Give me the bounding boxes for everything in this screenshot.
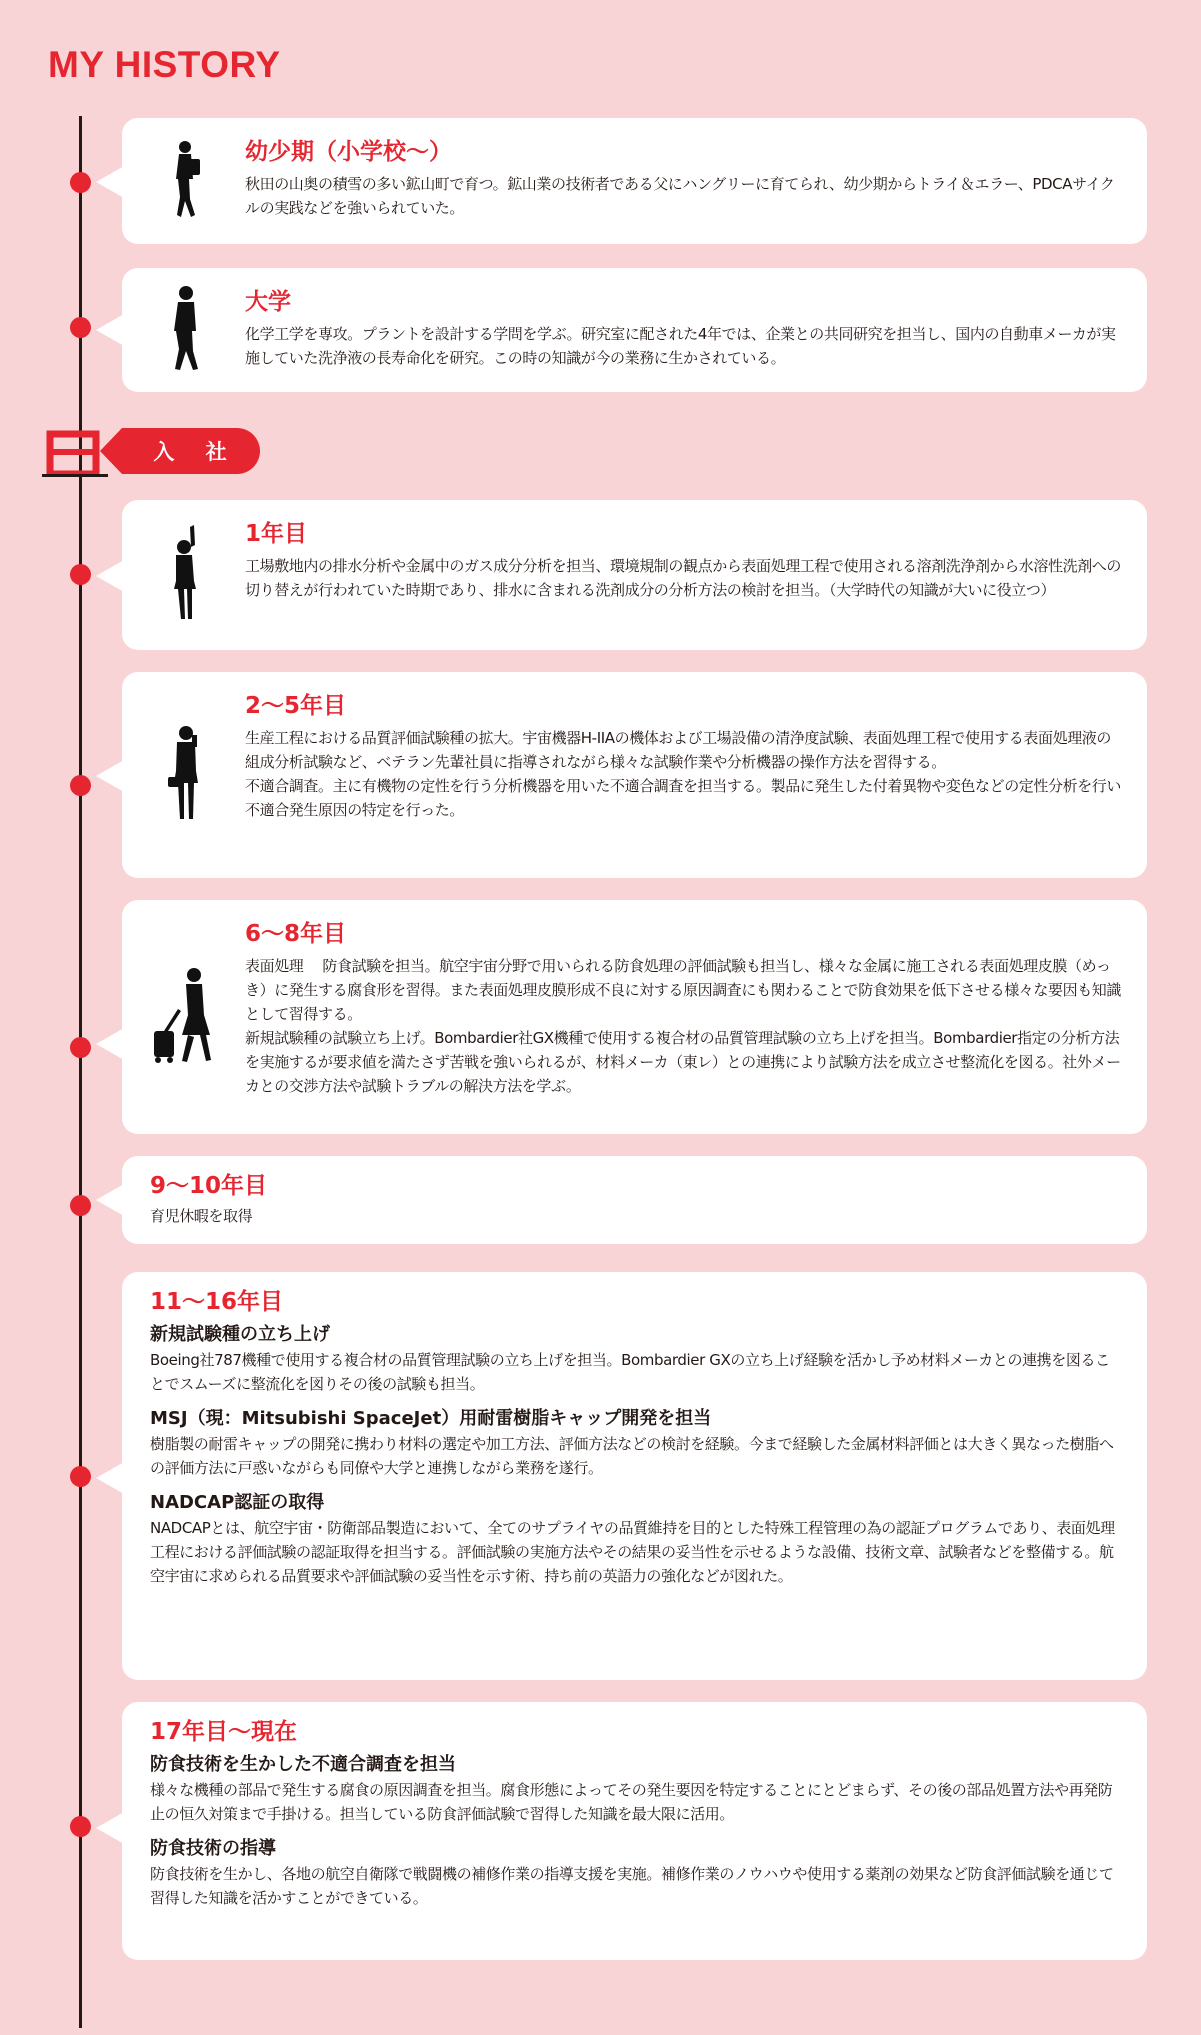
history-card-years-11-16 (122, 1272, 1147, 1680)
timeline-dot (70, 317, 91, 338)
history-card-years-2-5 (122, 672, 1147, 878)
timeline-dot (70, 1195, 91, 1216)
timeline-dot (70, 1466, 91, 1487)
entry-title: 6〜8年目 (245, 921, 347, 947)
timeline-dot (70, 172, 91, 193)
entry-baseline (42, 474, 108, 477)
student-silhouette-icon (162, 285, 208, 375)
entry-text: 化学工学を専攻。プラントを設計する学問を学ぶ。研究室に配された4年では、企業との共同研究を担当し、国内の自動車メーカが実施していた洗浄液の長寿命化を研究。この時の知識が今の業務に生かされている。 (245, 325, 1116, 367)
section-text: 樹脂製の耐雷キャップの開発に携わり材料の選定や加工方法、評価方法などの検討を経験。今まで経験した金属材料評価とは大きく異なった樹脂への評価方法に戸惑いながらも同僚や大学と連携しながら業務を遂行。 (150, 1435, 1114, 1477)
entry-text: 生産工程における品質評価試験種の拡大。宇宙機器H-IIAの機体および工場設備の清浄度試験、表面処理工程で使用する表面処理液の組成分析試験など、ベテラン先輩社員に指導されながら様々な試験作業や分析機器の操作方法を習得する。 不適合調査。主に有機物の定性を行う分析機器を用いた不適合調査を担当する。製品に発生した付着異物や変色などの定性分析を行い不適合発生原因の特定を行った。 (245, 729, 1122, 819)
history-card-childhood (122, 118, 1147, 244)
entry-text: 育児休暇を取得 (150, 1207, 253, 1225)
timeline-dot (70, 1816, 91, 1837)
timeline-dot (70, 564, 91, 585)
section-text: NADCAPとは、航空宇宙・防衛部品製造において、全てのサプライヤの品質維持を目的とした特殊工程管理の為の認証プログラムであり、表面処理工程における評価試験の認証取得を担当する。評価試験の実施方法やその結果の妥当性を示せるような設備、技術文章、試験者などを整備する。航空宇宙に求められる品質要求や評価試験の妥当性を示す術、持ち前の英語力の強化などが図れた。 (150, 1519, 1115, 1585)
entry-title: 9〜10年目 (150, 1173, 268, 1199)
history-card-years-6-8 (122, 900, 1147, 1134)
section-heading: 防食技術の指導 (150, 1838, 276, 1859)
section-heading: MSJ（現：Mitsubishi SpaceJet）用耐雷樹脂キャップ開発を担当 (150, 1408, 712, 1429)
entry-title: 17年目〜現在 (150, 1719, 298, 1745)
entry-title: 大学 (245, 289, 291, 315)
section-heading: 新規試験種の立ち上げ (150, 1324, 330, 1345)
entry-title: 1年目 (245, 521, 308, 547)
entry-title: 2〜5年目 (245, 693, 347, 719)
section-heading: NADCAP認証の取得 (150, 1492, 325, 1513)
section-text: 防食技術を生かし、各地の航空自衛隊で戦闘機の補修作業の指導支援を実施。補修作業のノウハウや使用する薬剤の効果など防食評価試験を通じて習得した知識を活かすことができている。 (150, 1865, 1114, 1907)
timeline-dot (70, 775, 91, 796)
join-company-badge: 入 社 (122, 428, 260, 474)
history-card-year-17-present (122, 1702, 1147, 1960)
history-card-year-1 (122, 500, 1147, 650)
page-title: MY HISTORY (48, 44, 281, 85)
timeline-dot (70, 1037, 91, 1058)
entry-title: 幼少期（小学校〜） (245, 139, 452, 165)
businesswoman-phone-silhouette-icon (162, 723, 208, 827)
section-text: 様々な機種の部品で発生する腐食の原因調査を担当。腐食形態によってその発生要因を特定することにとどまらず、その後の部品処置方法や再発防止の恒久対策まで手掛ける。担当している防食評価試験で習得した知識を最大限に活用。 (150, 1781, 1113, 1823)
section-heading: 防食技術を生かした不適合調査を担当 (150, 1754, 456, 1775)
section-text: Boeing社787機種で使用する複合材の品質管理試験の立ち上げを担当。Bombardier GXの立ち上げ経験を活かし予め材料メーカとの連携を図ることでスムーズに整流化を図りその後の試験も担当。 (150, 1351, 1110, 1393)
timeline-line (79, 116, 82, 2028)
waving-woman-silhouette-icon (162, 523, 208, 627)
history-card-years-9-10 (122, 1156, 1147, 1244)
building-icon (46, 428, 100, 478)
entry-text: 工場敷地内の排水分析や金属中のガス成分分析を担当、環境規制の観点から表面処理工程で使用される溶剤洗浄剤から水溶性洗剤への切り替えが行われていた時期であり、排水に含まれる洗剤成分の分析方法の検討を担当。（大学時代の知識が大いに役立つ） (245, 557, 1122, 599)
traveler-suitcase-silhouette-icon (148, 965, 222, 1069)
entry-text: 秋田の山奥の積雪の多い鉱山町で育つ。鉱山業の技術者である父にハングリーに育てられ、幼少期からトライ＆エラー、PDCAサイクルの実践などを強いられていた。 (245, 175, 1115, 217)
history-card-university (122, 268, 1147, 392)
entry-text: 表面処理 防食試験を担当。航空宇宙分野で用いられる防食処理の評価試験も担当し、様々な金属に施工される表面処理皮膜（めっき）に発生する腐食形を習得。また表面処理皮膜形成不良に対する原因調査にも関わることで防食効果を低下させる様々な要因も知識として習得する。 新規試験種の試験立ち上げ。Bombardier社GX機種で使用する複合材の品質管理試験の立ち上げを担当。Bombardier指定の分析方法を実施するが要求値を満たさず苦戦を強いられるが、材料メーカ（東レ）との連携により試験方法を成立させ整流化を図る。社外メーカとの交渉方法や試験トラブルの解決方法を学ぶ。 (245, 957, 1122, 1095)
entry-title: 11〜16年目 (150, 1289, 284, 1315)
schoolchild-silhouette-icon (162, 139, 208, 223)
